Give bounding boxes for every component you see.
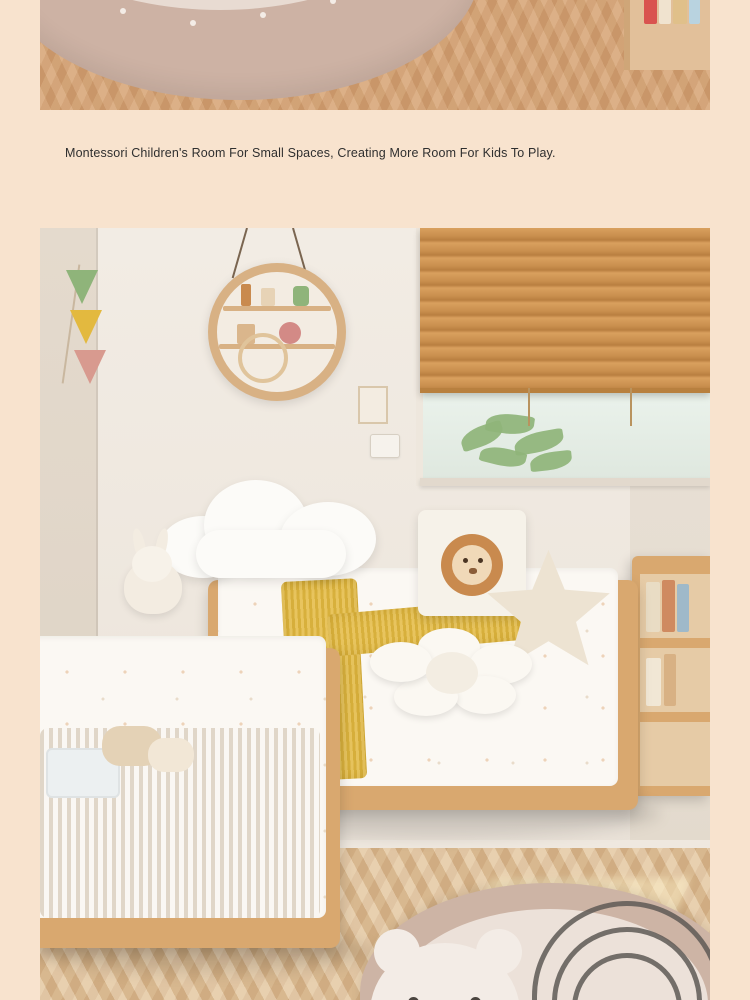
rug-dot: [260, 12, 266, 18]
book: [689, 0, 700, 24]
flower-pillow: [370, 628, 535, 718]
left-margin: [0, 0, 40, 1000]
shelf-compartment: [640, 722, 710, 786]
bunting-flag: [74, 350, 106, 384]
picture-frame: [358, 386, 388, 424]
shelf-compartment: [640, 648, 710, 712]
lion-nose: [469, 568, 477, 574]
book: [677, 584, 689, 632]
wooden-bookshelf: [624, 0, 710, 70]
bunny-head: [132, 546, 172, 582]
rug-dot: [190, 20, 196, 26]
flower-petal: [370, 642, 432, 682]
main-photo: [40, 228, 710, 1000]
book: [673, 0, 687, 24]
shelf-toy: [279, 322, 301, 344]
lion-eye: [478, 558, 483, 563]
window-sill: [420, 478, 710, 486]
book: [662, 580, 675, 632]
round-wall-shelf: [208, 263, 346, 401]
right-margin: [710, 0, 750, 1000]
book: [646, 582, 660, 632]
shelf-toy: [241, 284, 251, 306]
light-switch[interactable]: [370, 434, 400, 458]
page-title: Montessori Children's Room For Small Spaces, Creating More Room For Kids To Play.: [65, 146, 556, 160]
bunting-flag: [70, 310, 102, 344]
bunting-flag: [66, 270, 98, 304]
wooden-bookshelf: [632, 556, 710, 796]
area-rug-inner: [40, 0, 430, 10]
book: [659, 0, 671, 24]
plant-leaf: [529, 450, 573, 472]
rug-dot: [330, 0, 336, 4]
bunny-plush: [120, 528, 186, 614]
cloud-pillow: [160, 476, 380, 576]
rug-dot: [120, 8, 126, 14]
potted-plant: [460, 408, 590, 478]
shelf-toy: [261, 288, 275, 306]
lion-eye: [463, 558, 468, 563]
stuffed-toy: [148, 738, 194, 772]
bamboo-window-blinds[interactable]: [420, 228, 710, 393]
blinds-cord[interactable]: [630, 388, 632, 426]
blinds-cord[interactable]: [528, 388, 530, 426]
top-photo: [40, 0, 710, 110]
lion-face: [452, 545, 492, 585]
shelf-compartment: [640, 574, 710, 638]
book: [644, 0, 657, 24]
shelf-plank: [223, 306, 331, 311]
flower-center: [426, 652, 478, 694]
shelf-plant: [293, 286, 309, 306]
book: [646, 658, 661, 706]
book: [664, 654, 676, 706]
cloud-lobe: [196, 530, 346, 578]
ring-decoration: [238, 333, 288, 383]
